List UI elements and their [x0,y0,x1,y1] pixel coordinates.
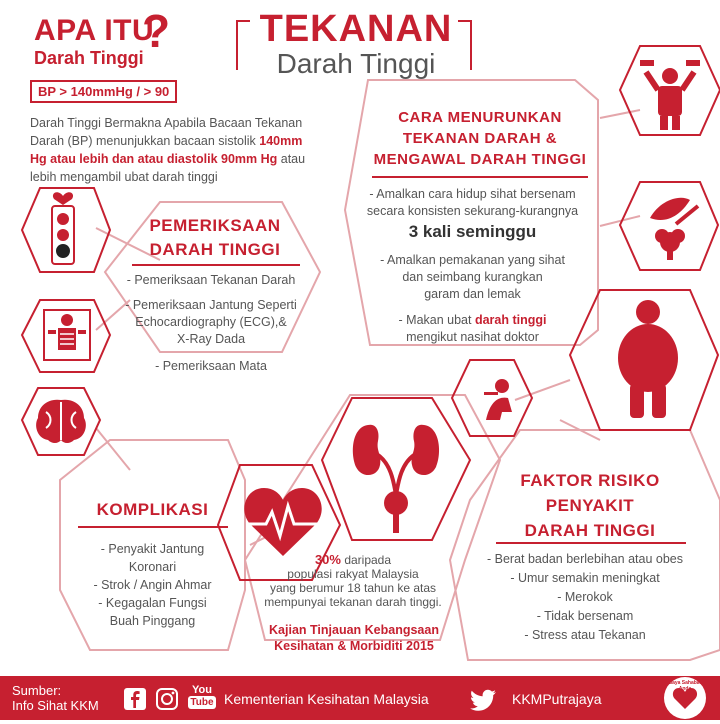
pemeriksaan-item: X-Ray Dada [176,332,246,346]
faktor-item: - Berat badan berlebihan atau obes [487,552,683,566]
komplikasi-divider [78,526,228,528]
cara-line: dan seimbang kurangkan [402,270,543,284]
traffic-light-icon [44,188,90,270]
stat-source-line: Kajian Tinjauan Kebangsaan [269,623,439,637]
bp-threshold-box: BP > 140mmHg / > 90 [30,80,177,103]
cara-item-2 [345,252,600,303]
pemeriksaan-item: - Pemeriksaan Jantung Seperti [125,298,297,312]
definition-text-span: atau [277,152,306,166]
brain-icon [30,394,92,450]
footer-source-value: Info Sihat KKM [12,698,99,713]
ministry-logo [664,677,706,719]
kidney-icon [348,415,444,535]
definition-line: lebih mengambil ubat darah tinggi [30,170,218,184]
faktor-item: - Umur semakin meningkat [510,571,660,585]
twitter-handle[interactable]: KKMPutrajaya [512,691,602,707]
definition-highlight: 140mm [259,134,303,148]
twitter-icon[interactable] [470,688,498,712]
main-title: TEKANAN [259,8,453,50]
pemeriksaan-list [106,272,316,375]
komplikasi-item: - Penyakit Jantung [100,542,205,556]
apa-itu-heading: APA ITU [34,14,155,47]
smoker-icon [472,372,526,428]
faktor-title [490,468,690,543]
main-subtitle: Darah Tinggi [276,48,436,79]
weightlifter-icon [638,52,702,132]
footer-source-label: Sumber: [12,683,62,698]
cara-line: secara konsisten sekurang-kurangnya [366,204,579,218]
stat-percentage: 30% [314,552,341,567]
faktor-divider [496,542,686,544]
komplikasi-item: Koronari [128,560,177,574]
cara-item-3 [345,312,600,346]
cara-item-1 [345,186,600,244]
definition-line: Darah Tinggi Bermakna Apabila Bacaan Tekanan [30,116,303,130]
faktor-item: - Tidak bersenam [536,609,634,623]
cara-line: - Amalkan cara hidup sihat bersenam [369,187,576,201]
cara-highlight: darah tinggi [474,313,547,327]
question-mark: ? [142,5,171,57]
cara-title-line: MENGAWAL DARAH TINGGI [373,151,587,168]
stat-source-line: Kesihatan & Morbiditi 2015 [274,639,434,653]
definition-line [30,132,360,150]
pemeriksaan-divider [132,264,300,266]
faktor-item: - Stress atau Tekanan [524,628,646,642]
faktor-title-line: DARAH TINGGI [524,521,656,540]
cara-line [345,312,600,329]
heart-ecg-icon [240,480,326,560]
komplikasi-list [60,540,245,630]
definition-line [30,150,360,168]
stat-text-span: daripada [340,553,392,567]
cara-title-line: TEKANAN DARAH & [402,130,558,147]
komplikasi-item: - Strok / Angin Ahmar [93,578,212,592]
cara-emphasis: 3 kali seminggu [408,222,537,241]
stat-line: populasi rakyat Malaysia [287,567,419,581]
cara-text-span: - Makan ubat [398,313,475,327]
cara-title-line: CARA MENURUNKAN [398,109,562,126]
pemeriksaan-title-line: PEMERIKSAAN [149,216,281,235]
youtube-you-text: You [192,684,212,696]
definition-text [30,114,360,186]
stat-source [240,622,468,654]
cara-line: - Amalkan pemakanan yang sihat [380,253,565,267]
youtube-tube-text: Tube [188,696,216,709]
definition-highlight: Hg atau lebih dan atau diastolik 90mm Hg [30,152,278,166]
title-bracket-left-vertical [236,20,238,70]
vegetables-icon [640,190,704,264]
cara-divider [372,176,588,178]
cara-line: mengikut nasihat doktor [406,330,539,344]
faktor-list [462,550,708,645]
youtube-icon[interactable] [188,684,216,709]
faktor-title-line: FAKTOR RISIKO [520,471,660,490]
facebook-icon[interactable] [124,688,146,710]
stat-text [248,553,458,609]
pemeriksaan-item: - Pemeriksaan Tekanan Darah [126,273,296,287]
footer-source [12,683,99,713]
ministry-name: Kementerian Kesihatan Malaysia [224,691,429,707]
xray-icon [40,304,94,368]
faktor-item: - Merokok [557,590,613,604]
pemeriksaan-title [120,214,310,262]
definition-text-span: Darah (BP) menunjukkan bacaan sistolik [30,134,260,148]
obese-person-icon [612,298,684,422]
komplikasi-item: Buah Pinggang [109,614,196,628]
pemeriksaan-item: Echocardiography (ECG),& [135,315,287,329]
faktor-title-line: PENYAKIT [545,496,635,515]
pemeriksaan-item: - Pemeriksaan Mata [155,359,267,373]
komplikasi-item: - Kegagalan Fungsi [98,596,207,610]
stat-line: yang berumur 18 tahun ke atas [269,581,437,595]
cara-title [355,107,605,170]
pemeriksaan-title-line: DARAH TINGGI [149,240,281,259]
instagram-icon[interactable] [156,688,178,710]
ministry-logo-text: Saya Sahabat Anda [668,680,702,692]
cara-line: garam dan lemak [424,287,521,301]
komplikasi-title: KOMPLIKASI [96,500,209,519]
darah-tinggi-subheading: Darah Tinggi [34,48,144,68]
stat-line: mempunyai tekanan darah tinggi. [264,595,442,609]
